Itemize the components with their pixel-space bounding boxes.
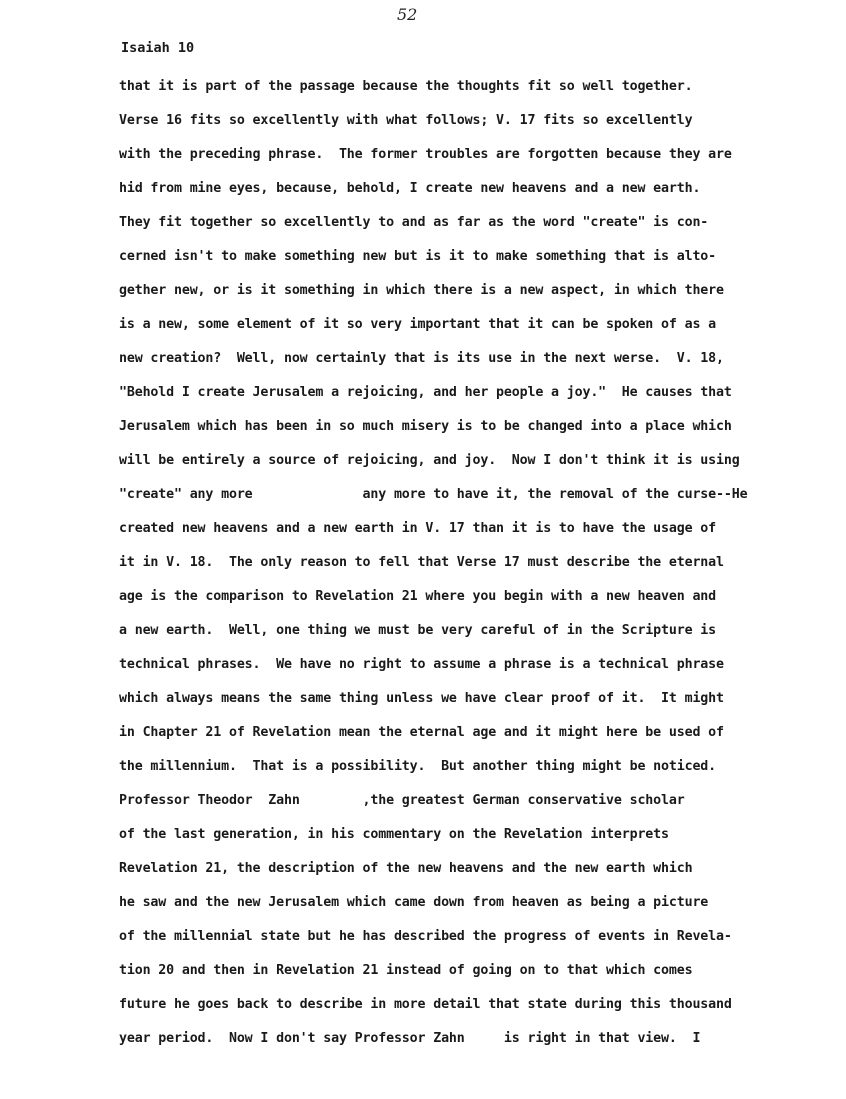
text-line: "Behold I create Jerusalem a rejoicing, and her people a joy." He causes that <box>119 385 732 400</box>
text-line: new creation? Well, now certainly that is its use in the next werse. V. 18, <box>119 351 724 366</box>
text-line: created new heavens and a new earth in V. 17 than it is to have the usage of <box>119 521 717 536</box>
page-number: 52 <box>397 5 418 24</box>
text-line: Professor Theodor Zahn ,the greatest German conservative scholar <box>119 793 685 808</box>
text-line: Verse 16 fits so excellently with what follows; V. 17 fits so excellently <box>119 113 693 128</box>
text-line: future he goes back to describe in more detail that state during this thousand <box>119 997 732 1012</box>
text-line: hid from mine eyes, because, behold, I create new heavens and a new earth. <box>119 181 701 196</box>
page-header: Isaiah 10 <box>121 40 195 56</box>
text-line: it in V. 18. The only reason to fell that Verse 17 must describe the eternal <box>119 555 724 570</box>
text-line: which always means the same thing unless we have clear proof of it. It might <box>119 691 724 706</box>
text-line: of the last generation, in his commentary on the Revelation interprets <box>119 827 669 842</box>
text-line: Jerusalem which has been in so much misery is to be changed into a place which <box>119 419 732 434</box>
text-line: the millennium. That is a possibility. But another thing might be noticed. <box>119 759 717 774</box>
text-line: that it is part of the passage because the thoughts fit so well together. <box>119 79 693 94</box>
text-line: cerned isn't to make something new but is it to make something that is alto- <box>119 249 717 264</box>
text-line: age is the comparison to Revelation 21 where you begin with a new heaven and <box>119 589 717 604</box>
text-line: technical phrases. We have no right to assume a phrase is a technical phrase <box>119 657 724 672</box>
text-line: with the preceding phrase. The former troubles are forgotten because they are <box>119 147 732 162</box>
text-line: will be entirely a source of rejoicing, and joy. Now I don't think it is using <box>119 453 740 468</box>
text-line: a new earth. Well, one thing we must be very careful of in the Scripture is <box>119 623 717 638</box>
text-line: is a new, some element of it so very important that it can be spoken of as a <box>119 317 717 332</box>
text-line: year period. Now I don't say Professor Zahn is right in that view. I <box>119 1031 701 1046</box>
text-line: Revelation 21, the description of the new heavens and the new earth which <box>119 861 693 876</box>
text-line: "create" any more any more to have it, the removal of the curse--He <box>119 487 748 502</box>
text-line: in Chapter 21 of Revelation mean the eternal age and it might here be used of <box>119 725 724 740</box>
text-line: They fit together so excellently to and as far as the word "create" is con- <box>119 215 709 230</box>
text-line: he saw and the new Jerusalem which came down from heaven as being a picture <box>119 895 709 910</box>
text-line: of the millennial state but he has described the progress of events in Revela- <box>119 929 732 944</box>
text-line: tion 20 and then in Revelation 21 instead of going on to that which comes <box>119 963 693 978</box>
text-line: gether new, or is it something in which there is a new aspect, in which there <box>119 283 724 298</box>
